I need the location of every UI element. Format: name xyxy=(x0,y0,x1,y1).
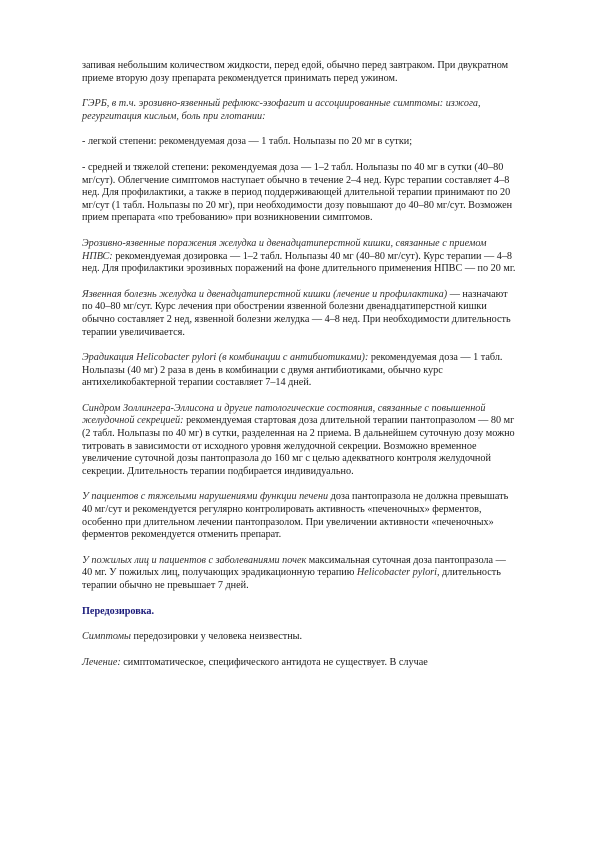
paragraph-text: рекомендуемая дозировка — 1–2 табл. Нольпазы 40 мг (40–80 мг/сут). Курс терапии — 4–8 нед. Для профилактики эрозивных поражений на фоне длительного применения НПВС — по 20 мг. xyxy=(82,250,516,275)
treatment-label: Лечение: xyxy=(82,656,121,668)
paragraph-eradication xyxy=(82,352,518,390)
paragraph-text: - средней и тяжелой степени: рекомендуемая доза — 1–2 табл. Нольпазы по 40 мг в сутки (40–80 мг/сут). Облегчение симптомов наступает обычно в течение 2–4 нед. Курс терапии составляет 4–8 нед. Для профилактики, а также в период поддерживающей длительной терапии принимают по 20 мг/сут (1 табл. Нольпазы по 20 мг), при необходимости дозу повышают до 40–80 мг/сут. Возможен прием препарата «по требованию» при возникновении симптомов. xyxy=(82,161,513,224)
paragraph-text: - легкой степени: рекомендуемая доза — 1 табл. Нольпазы по 20 мг в сутки; xyxy=(82,136,413,148)
paragraph-moderate-severe xyxy=(82,162,518,225)
paragraph-gerd-heading xyxy=(82,98,518,123)
paragraph-text: симптоматическое, специфического антидота не существует. В случае xyxy=(120,656,428,668)
paragraph-italic: Эрадикация Helicobacter pylori (в комбинации с антибиотиками): xyxy=(82,352,369,364)
paragraph-italic: ГЭРБ, в т.ч. эрозивно-язвенный рефлюкс-эзофагит и ассоциированные симптомы: изжога, регургитация кислым, боль при глотании: xyxy=(82,98,481,122)
paragraph-text: доза пантопразола не должна превышать 40 мг/сут и рекомендуется регулярно контролировать активность «печеночных» ферментов, особенно при длительном лечении пантопразолом. При увеличении активности «печеночных» ферментов рекомендуется отменить препарат. xyxy=(82,491,509,541)
paragraph-text: максимальная суточная доза пантопразола — 40 мг. У пожилых лиц, получающих эрадикационную терапию xyxy=(82,554,506,579)
paragraph-italic: Язвенная болезнь желудка и двенадцатиперстной кишки (лечение и профилактика) xyxy=(82,288,448,300)
paragraph-text: рекомендуемая стартовая доза длительной терапии пантопразолом — 80 мг (2 табл. Нольпазы по 40 мг) в сутки, разделенная на 2 приема. В дальнейшем суточную дозу можно титровать в зависимости от исходного уровня желудочной секреции. Возможно временное увеличение суточной дозы пантопразола до 160 мг с целью адекватного контроля желудочной секреции. Длительность терапии подбирается индивидуально. xyxy=(82,415,515,477)
document-page xyxy=(82,60,518,682)
paragraph-text: — назначают по 40–80 мг/сут. Курс лечения при обострении язвенной болезни двенадцатиперстной кишки обычно составляет 2 нед, язвенной болезни желудка — 4–8 нед. При необходимости длительность терапии увеличивается. xyxy=(82,288,511,338)
paragraph-text: рекомендуемая доза — 1 табл. Нольпазы (40 мг) 2 раза в день в комбинации с двумя антибиотиками, обычно курс антихеликобактерной терапии составляет 7–14 дней. xyxy=(82,352,503,389)
paragraph-italic: У пожилых лиц и пациентов с заболеваниями почек xyxy=(82,554,307,566)
paragraph-liver xyxy=(82,491,518,541)
paragraph-intro xyxy=(82,60,518,85)
paragraph-italic: Helicobacter pylori, xyxy=(356,567,440,579)
paragraph-text: запивая небольшим количеством жидкости, перед едой, обычно перед завтраком. При двукратном приеме вторую дозу препарата рекомендуется принимать перед ужином. xyxy=(82,60,509,84)
paragraph-italic: Синдром Золлингера-Эллисона и другие патологические состояния, связанные с повышенной желудочной секрецией: xyxy=(82,402,486,427)
paragraph-mild xyxy=(82,136,518,149)
paragraph-nsaid xyxy=(82,238,518,276)
paragraph-italic: Эрозивно-язвенные поражения желудка и двенадцатиперстной кишки, связанные с приемом НПВС: xyxy=(82,237,487,262)
paragraph-text: передозировки у человека неизвестны. xyxy=(130,631,303,643)
paragraph-italic: У пациентов с тяжелыми нарушениями функции печени xyxy=(82,491,329,503)
paragraph-text: длительность терапии обычно не превышает 7 дней. xyxy=(82,567,501,591)
paragraph-overdose-symptoms xyxy=(82,631,518,644)
paragraph-overdose-treatment xyxy=(82,657,518,670)
symptoms-label: Симптомы xyxy=(82,631,131,643)
paragraph-ulcer xyxy=(82,289,518,339)
paragraph-elderly xyxy=(82,555,518,593)
overdose-heading: Передозировка. xyxy=(82,605,155,617)
paragraph-zollinger xyxy=(82,403,518,479)
